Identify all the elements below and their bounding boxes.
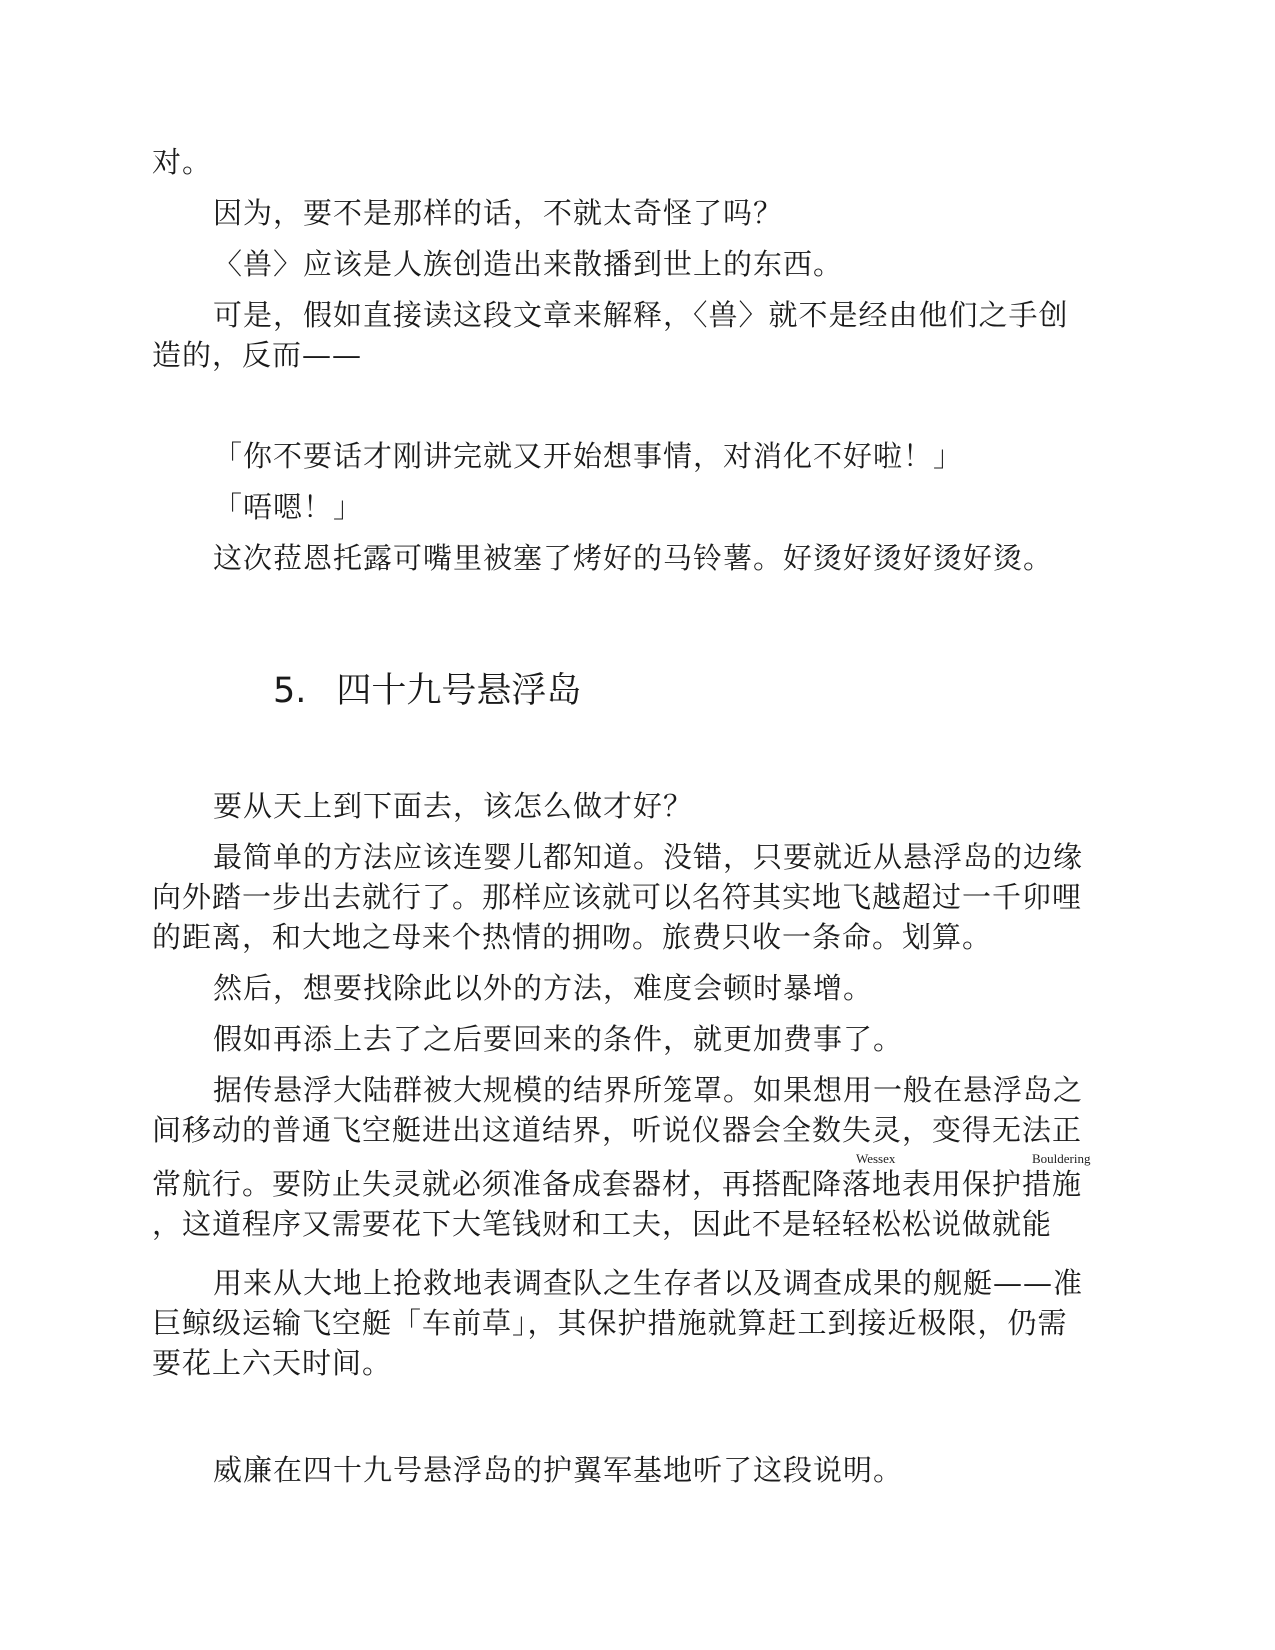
paragraph-line: 假如再添上去了之后要回来的条件，就更加费事了。 bbox=[213, 1022, 904, 1056]
paragraph-line: 然后，想要找除此以外的方法，难度会顿时暴增。 bbox=[213, 971, 874, 1005]
chapter-number: 5. bbox=[273, 671, 307, 711]
paragraph-line: ，这道程序又需要花下大笔钱财和工夫，因此不是轻轻松松说做就能 bbox=[152, 1207, 1053, 1241]
paragraph-line: 常航行。要防止失灵就必须准备成套器材，再搭配降落地表用保护措施 bbox=[152, 1167, 1083, 1201]
dialogue-line: 「你不要话才刚讲完就又开始想事情，对消化不好啦！」 bbox=[213, 439, 964, 473]
paragraph-line: 间移动的普通飞空艇进出这道结界，听说仪器会全数失灵，变得无法正 bbox=[152, 1113, 1083, 1147]
paragraph-line: 向外踏一步出去就行了。那样应该就可以名符其实地飞越超过一千卯哩 bbox=[152, 880, 1083, 914]
paragraph-line: 威廉在四十九号悬浮岛的护翼军基地听了这段说明。 bbox=[213, 1453, 904, 1487]
paragraph-line: 最简单的方法应该连婴儿都知道。没错，只要就近从悬浮岛的边缘 bbox=[213, 840, 1084, 874]
paragraph-line: 据传悬浮大陆群被大规模的结界所笼罩。如果想用一般在悬浮岛之 bbox=[213, 1073, 1084, 1107]
paragraph-line: 〈兽〉应该是人族创造出来散播到世上的东西。 bbox=[213, 247, 844, 281]
paragraph-line: 的距离，和大地之母来个热情的拥吻。旅费只收一条命。划算。 bbox=[152, 920, 993, 954]
paragraph-line: 要花上六天时间。 bbox=[152, 1346, 393, 1380]
paragraph-line: 这次菈恩托露可嘴里被塞了烤好的马铃薯。好烫好烫好烫好烫。 bbox=[213, 541, 1054, 575]
dialogue-line: 「唔嗯！」 bbox=[213, 490, 364, 524]
paragraph-line: 可是，假如直接读这段文章来解释，〈兽〉就不是经由他们之手创 bbox=[213, 298, 1069, 332]
chapter-heading bbox=[273, 668, 581, 714]
chapter-title: 四十九号悬浮岛 bbox=[336, 671, 582, 711]
ruby-annotation: Wessex bbox=[856, 1151, 896, 1166]
paragraph-line: 要从天上到下面去，该怎么做才好？ bbox=[213, 789, 694, 823]
paragraph-line: 造的，反而—— bbox=[152, 338, 363, 372]
paragraph-line: 巨鲸级运输飞空艇「车前草」，其保护措施就算赶工到接近极限，仍需 bbox=[152, 1306, 1068, 1340]
paragraph-line: 对。 bbox=[152, 145, 213, 179]
paragraph-line: 因为，要不是那样的话，不就太奇怪了吗？ bbox=[213, 196, 784, 230]
paragraph-line: 用来从大地上抢救地表调查队之生存者以及调查成果的舰艇——准 bbox=[213, 1266, 1084, 1300]
ruby-annotation: Bouldering bbox=[1032, 1151, 1091, 1166]
